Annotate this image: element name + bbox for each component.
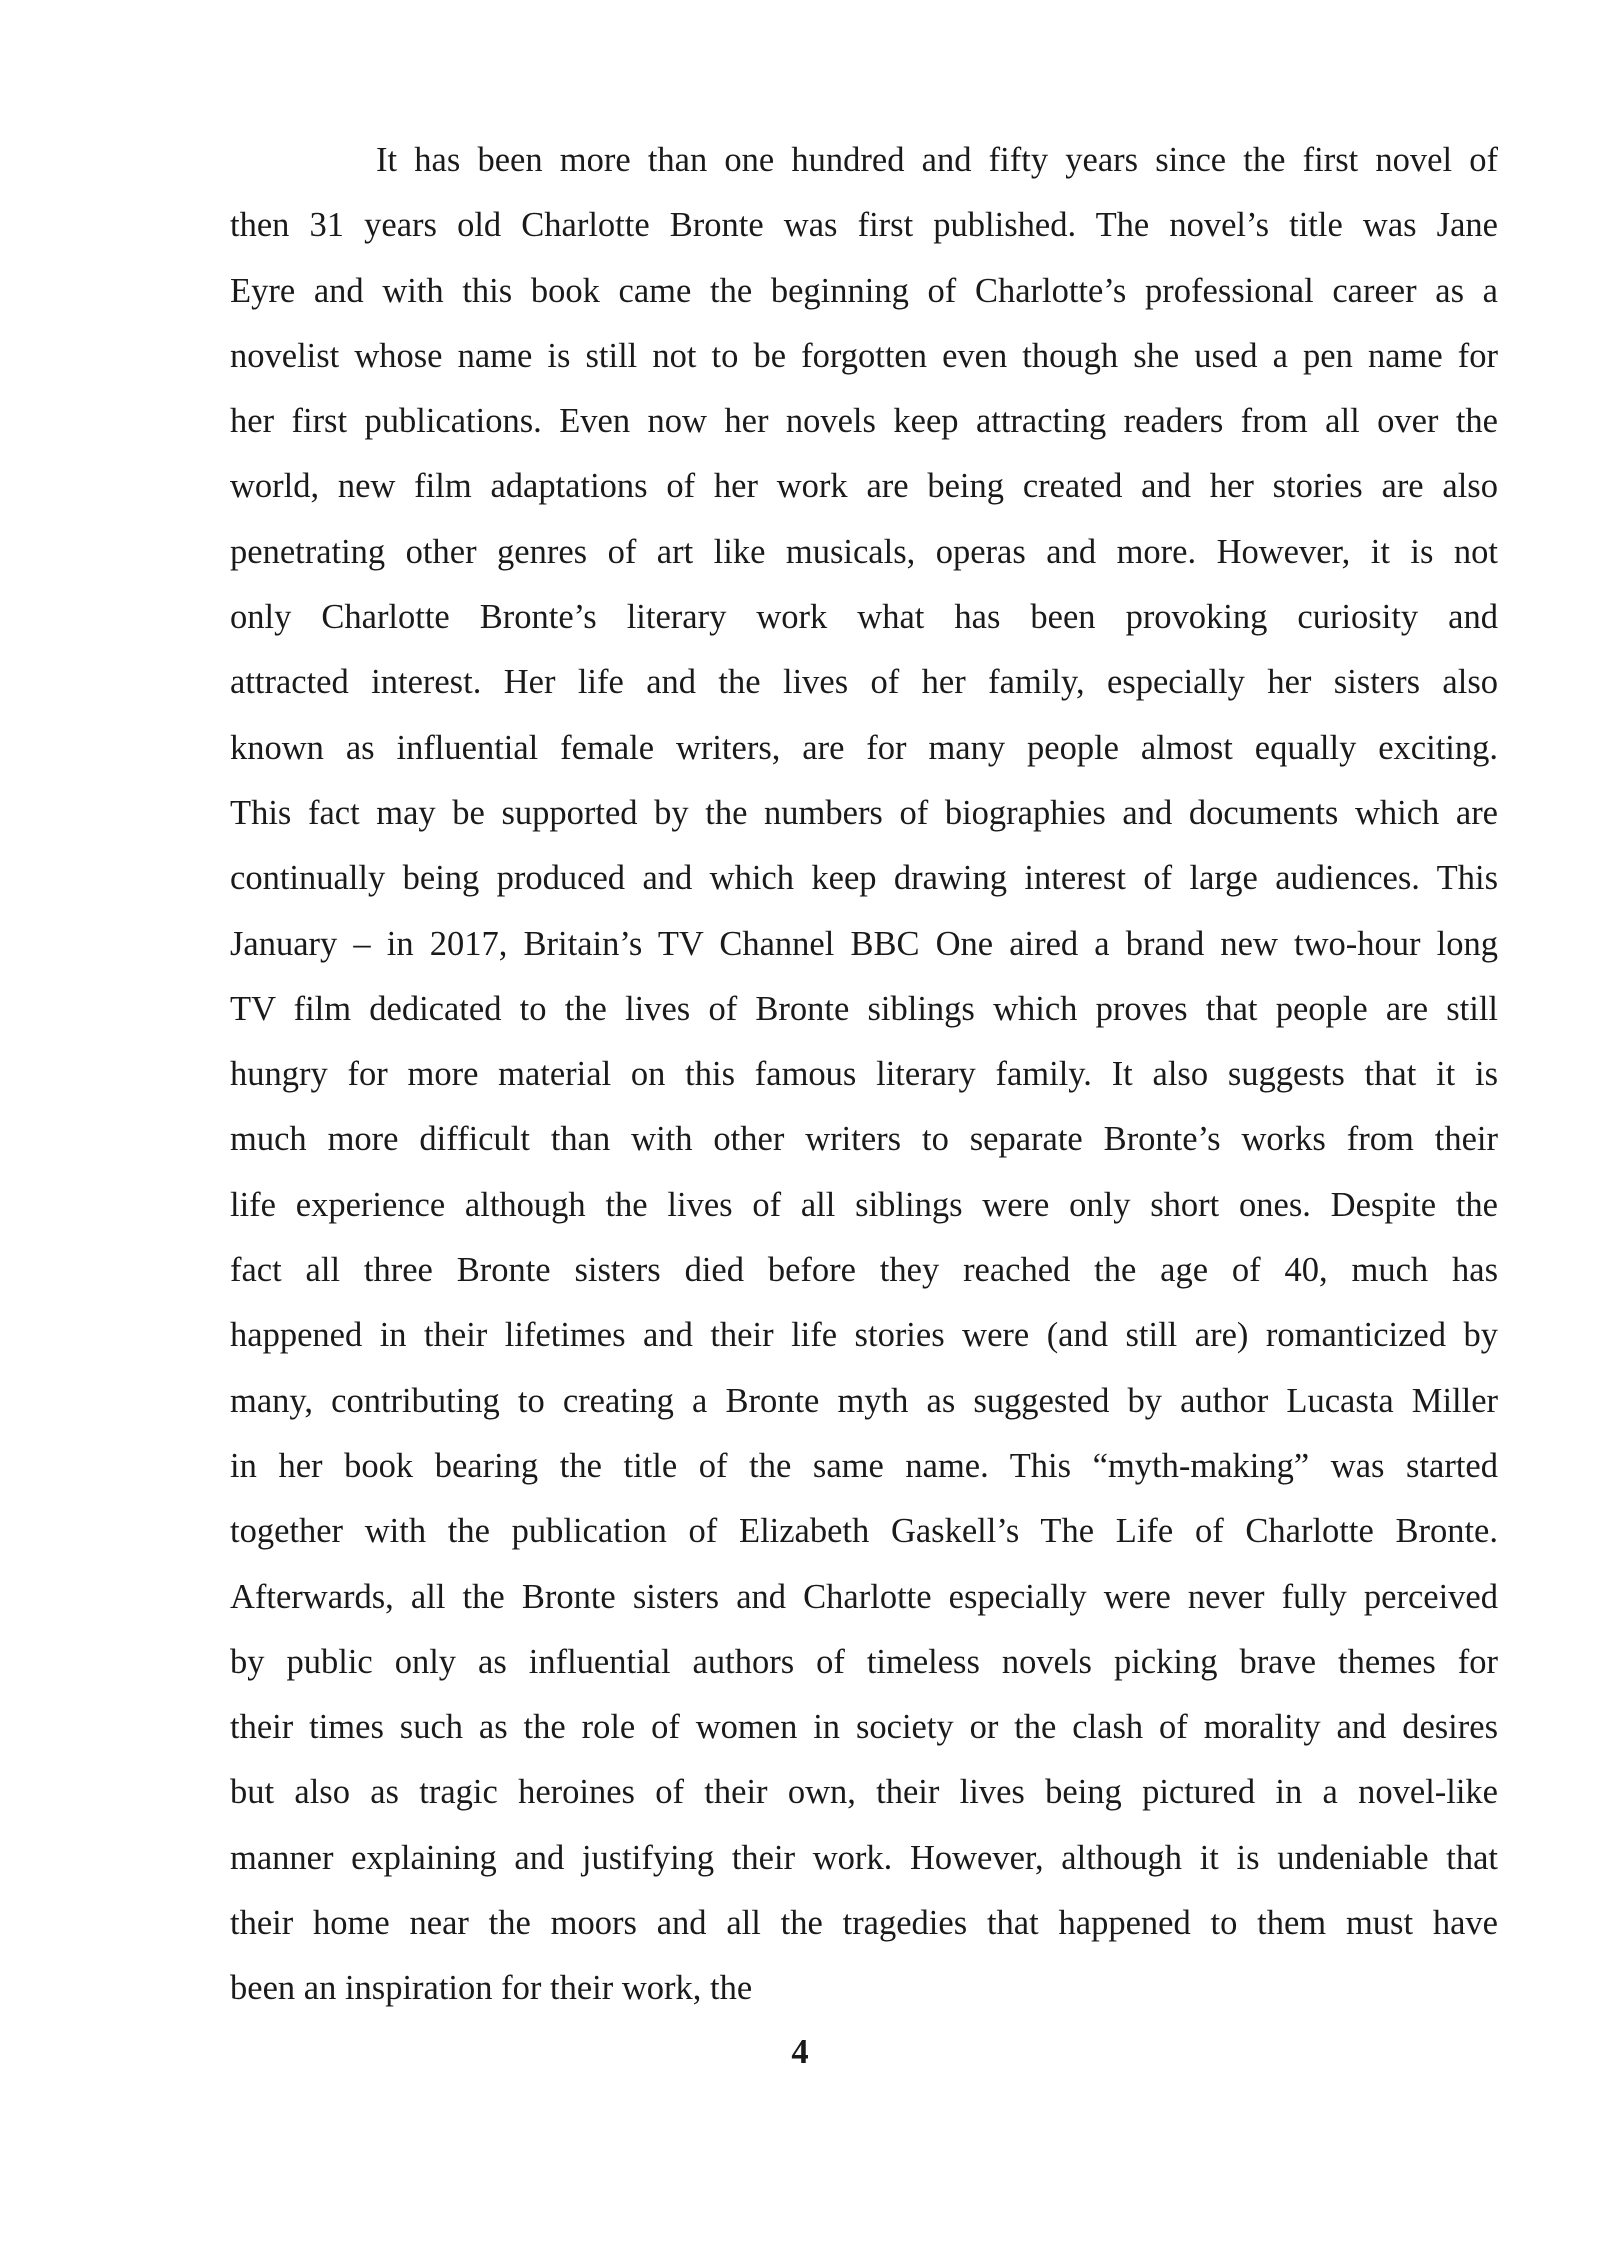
paragraph-line: many, contributing to creating a Bronte myth as suggested by author Lucasta Miller [230, 1381, 1498, 1420]
paragraph-line: in her book bearing the title of the same name. This “myth-making” was started [230, 1446, 1498, 1485]
page-number: 4 [791, 2033, 809, 2071]
paragraph-line: penetrating other genres of art like musicals, operas and more. However, it is not [230, 532, 1498, 571]
paragraph-line: her first publications. Even now her novels keep attracting readers from all over the [230, 402, 1498, 441]
paragraph-line: by public only as influential authors of timeless novels picking brave themes for [230, 1642, 1498, 1681]
paragraph-line: been an inspiration for their work, the [230, 1969, 753, 2008]
paragraph-line: January – in 2017, Britain’s TV Channel BBC One aired a brand new two-hour long [230, 924, 1498, 963]
paragraph-line: hungry for more material on this famous literary family. It also suggests that it is [230, 1055, 1498, 1094]
paragraph-line: TV film dedicated to the lives of Bronte siblings which proves that people are still [230, 989, 1498, 1028]
paragraph-line: world, new film adaptations of her work are being created and her stories are also [230, 467, 1498, 506]
paragraph-line: This fact may be supported by the numbers of biographies and documents which are [230, 793, 1498, 832]
paragraph-line: only Charlotte Bronte’s literary work what has been provoking curiosity and [230, 598, 1498, 637]
paragraph-line: Afterwards, all the Bronte sisters and Charlotte especially were never fully perceived [230, 1577, 1498, 1616]
paragraph-line: attracted interest. Her life and the lives of her family, especially her sisters also [230, 663, 1498, 702]
paragraph-line: manner explaining and justifying their work. However, although it is undeniable that [230, 1838, 1498, 1877]
paragraph-line: known as influential female writers, are for many people almost equally exciting. [230, 728, 1498, 767]
paragraph-line: It has been more than one hundred and fifty years since the first novel of [376, 141, 1498, 179]
paragraph-line: life experience although the lives of all siblings were only short ones. Despite the [230, 1185, 1498, 1224]
paragraph-line: together with the publication of Elizabeth Gaskell’s The Life of Charlotte Bronte. [230, 1512, 1498, 1551]
paragraph-line: novelist whose name is still not to be forgotten even though she used a pen name for [230, 336, 1498, 375]
paragraph-line: continually being produced and which keep drawing interest of large audiences. This [230, 859, 1498, 898]
paragraph-line: their home near the moors and all the tragedies that happened to them must have [230, 1904, 1498, 1943]
body-paragraph [230, 128, 1498, 2022]
paragraph-line: Eyre and with this book came the beginning of Charlotte’s professional career as a [230, 271, 1498, 310]
paragraph-line: but also as tragic heroines of their own, their lives being pictured in a novel-like [230, 1773, 1498, 1812]
paragraph-line: fact all three Bronte sisters died before they reached the age of 40, much has [230, 1251, 1498, 1290]
paragraph-line: their times such as the role of women in society or the clash of morality and desires [230, 1708, 1498, 1747]
paragraph-line: then 31 years old Charlotte Bronte was first published. The novel’s title was Jane [230, 206, 1498, 245]
paragraph-line: much more difficult than with other writers to separate Bronte’s works from their [230, 1120, 1498, 1159]
paragraph-line: happened in their lifetimes and their life stories were (and still are) romanticized by [230, 1316, 1498, 1355]
